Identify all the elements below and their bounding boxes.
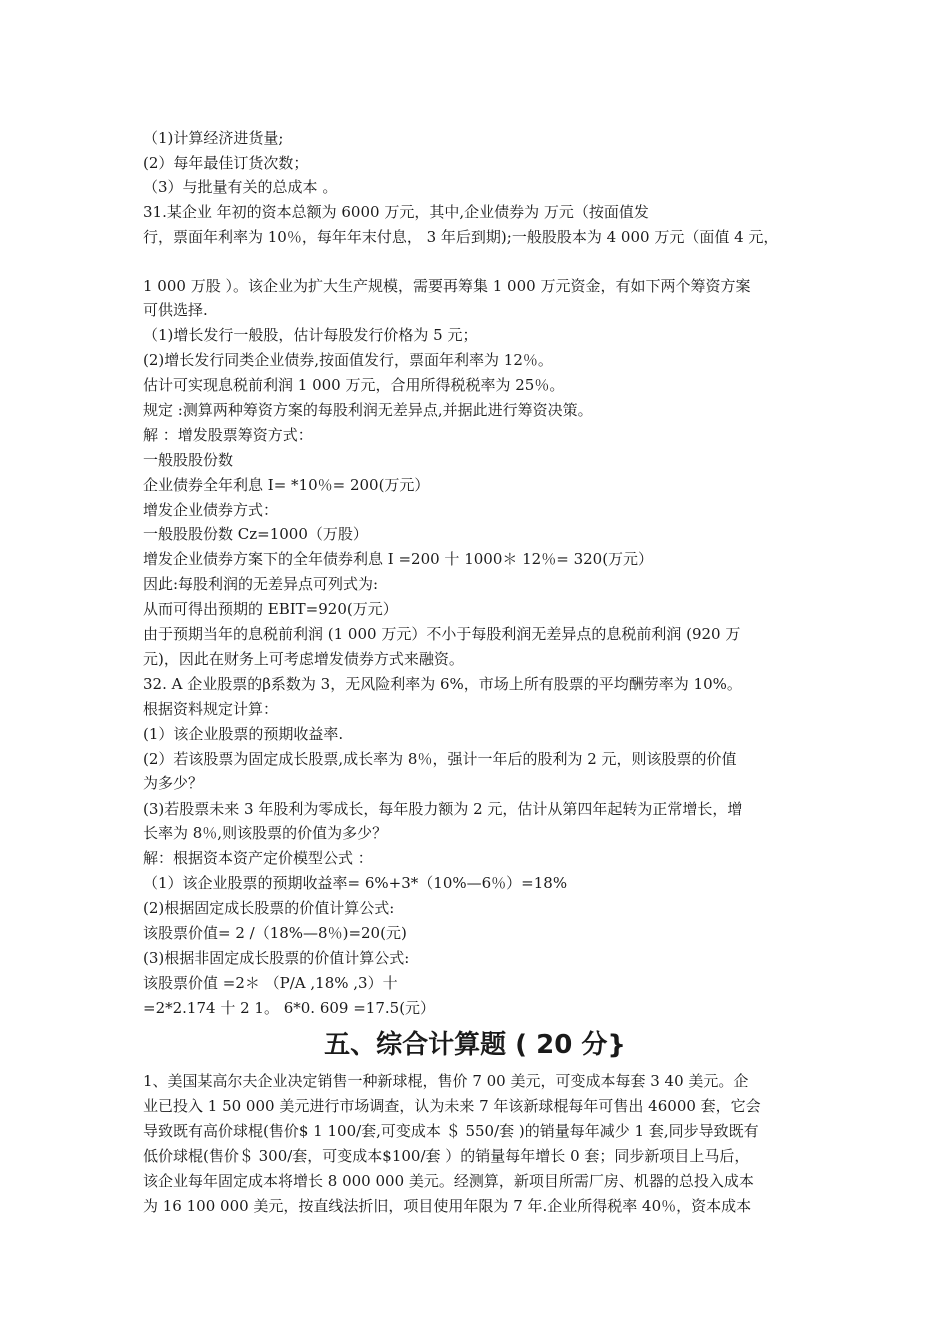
body-text-line: 32. A 企业股票的β系数为 3，无风险利率为 6%，市场上所有股票的平均酬劳率为 10%。 <box>143 675 742 693</box>
body-text-line: 元)，因此在财务上可考虑增发债券方式来融资。 <box>143 650 464 668</box>
body-text-line: 行，票面年利率为 10％，每年年末付息， 3 年后到期);一般股股本为 4 000 万元（面值 4 元， <box>143 228 779 246</box>
body-text-line: 为多少？ <box>143 774 204 792</box>
body-text-line: 企业债券全年利息 I= *10％= 200(万元） <box>143 476 430 494</box>
body-text-line: 解 ：增发股票筹资方式： <box>143 426 313 444</box>
problem-text-line: 1、美国某高尔夫企业决定销售一种新球棍，售价 7 00 美元，可变成本每套 3 40 美元。企 <box>143 1072 749 1090</box>
body-text-line: 规定 :测算两种筹资方案的每股利润无差异点,并据此进行筹资决策。 <box>143 401 593 419</box>
body-text-line: =2*2.174 十 2 1。 6*0. 609 =17.5(元） <box>143 999 436 1017</box>
body-text-line: 估计可实现息税前利润 1 000 万元，合用所得税税率为 25％。 <box>143 376 565 394</box>
body-text-line: (2)根据固定成长股票的价值计算公式: <box>143 899 395 917</box>
problem-text-line: 为 16 100 000 美元，按直线法折旧，项目使用年限为 7 年.企业所得税率 40％，资本成本 <box>143 1197 752 1215</box>
body-text-line: 根据资料规定计算： <box>143 700 279 718</box>
body-text-line: （1)增长发行一般股，估计每股发行价格为 5 元； <box>143 326 478 344</box>
body-text-line: (3)若股票未来 3 年股利为零成长，每年股力额为 2 元，估计从第四年起转为正常增长，增 <box>143 800 743 818</box>
problem-text-line: 业已投入 1 50 000 美元进行市场调查，认为未来 7 年该新球棍每年可售出 46000 套，它会 <box>143 1097 761 1115</box>
body-text-line: 解：根据资本资产定价模型公式 ： <box>143 849 373 867</box>
body-text-line: 由于预期当年的息税前利润 (1 000 万元）不小于每股利润无差异点的息税前利润 (920 万 <box>143 625 741 643</box>
body-text-line: 因此:每股利润的无差异点可列式为: <box>143 575 379 593</box>
body-text-line: 可供选择. <box>143 301 208 319</box>
body-text-line: 长率为 8％,则该股票的价值为多少？ <box>143 824 388 842</box>
body-text-line: 该股票价值= 2 /（18%—8％)=20(元) <box>143 924 407 942</box>
problem-text-line: 低价球棍(售价＄ 300/套，可变成本$100/套 ）的销量每年增长 0 套；同步新项目上马后， <box>143 1147 750 1165</box>
body-text-line: （1）该企业股票的预期收益率= 6%+3*（10%—6％）=18% <box>143 874 568 892</box>
body-text-line: 1 000 万股 ）。该企业为扩大生产规模，需要再筹集 1 000 万元资金，有如下两个筹资方案 <box>143 277 751 295</box>
body-text-line: 增发企业债券方案下的全年债券利息 I =200 十 1000＊ 12％= 320(万元） <box>143 550 654 568</box>
problem-text-line: 该企业每年固定成本将增长 8 000 000 美元。经测算，新项目所需厂房、机器的总投入成本 <box>143 1172 754 1190</box>
body-text-line: 一般股股份数 Cz=1000（万股） <box>143 525 368 543</box>
body-text-line: (2）若该股票为固定成长股票,成长率为 8％，强计一年后的股利为 2 元，则该股票的价值 <box>143 750 737 768</box>
body-text-line: (1）该企业股票的预期收益率. <box>143 725 344 743</box>
body-text-line: 增发企业债券方式： <box>143 501 279 519</box>
problem-text-line: 导致既有高价球棍(售价$ 1 100/套,可变成本 ＄ 550/套 )的销量每年减少 1 套,同步导致既有 <box>143 1122 759 1140</box>
body-text-line: （3）与批量有关的总成本 。 <box>143 178 338 196</box>
body-text-line: (2)增长发行同类企业债券,按面值发行，票面年利率为 12％。 <box>143 351 553 369</box>
body-text-line: 一般股股份数 <box>143 451 234 469</box>
body-text-line: （1)计算经济进货量; <box>143 129 284 147</box>
body-text-line: 从而可得出预期的 EBIT=920(万元） <box>143 600 398 618</box>
section-heading: 五、综合计算题 ( 20 分} <box>324 1030 626 1060</box>
body-text-line: 31.某企业 年初的资本总额为 6000 万元，其中,企业债券为 万元（按面值发 <box>143 203 649 221</box>
body-text-line: (3)根据非固定成长股票的价值计算公式: <box>143 949 410 967</box>
body-text-line: (2）每年最佳订货次数； <box>143 154 309 172</box>
body-text-line: 该股票价值 =2＊ （P/A ,18% ,3）十 <box>143 974 398 992</box>
